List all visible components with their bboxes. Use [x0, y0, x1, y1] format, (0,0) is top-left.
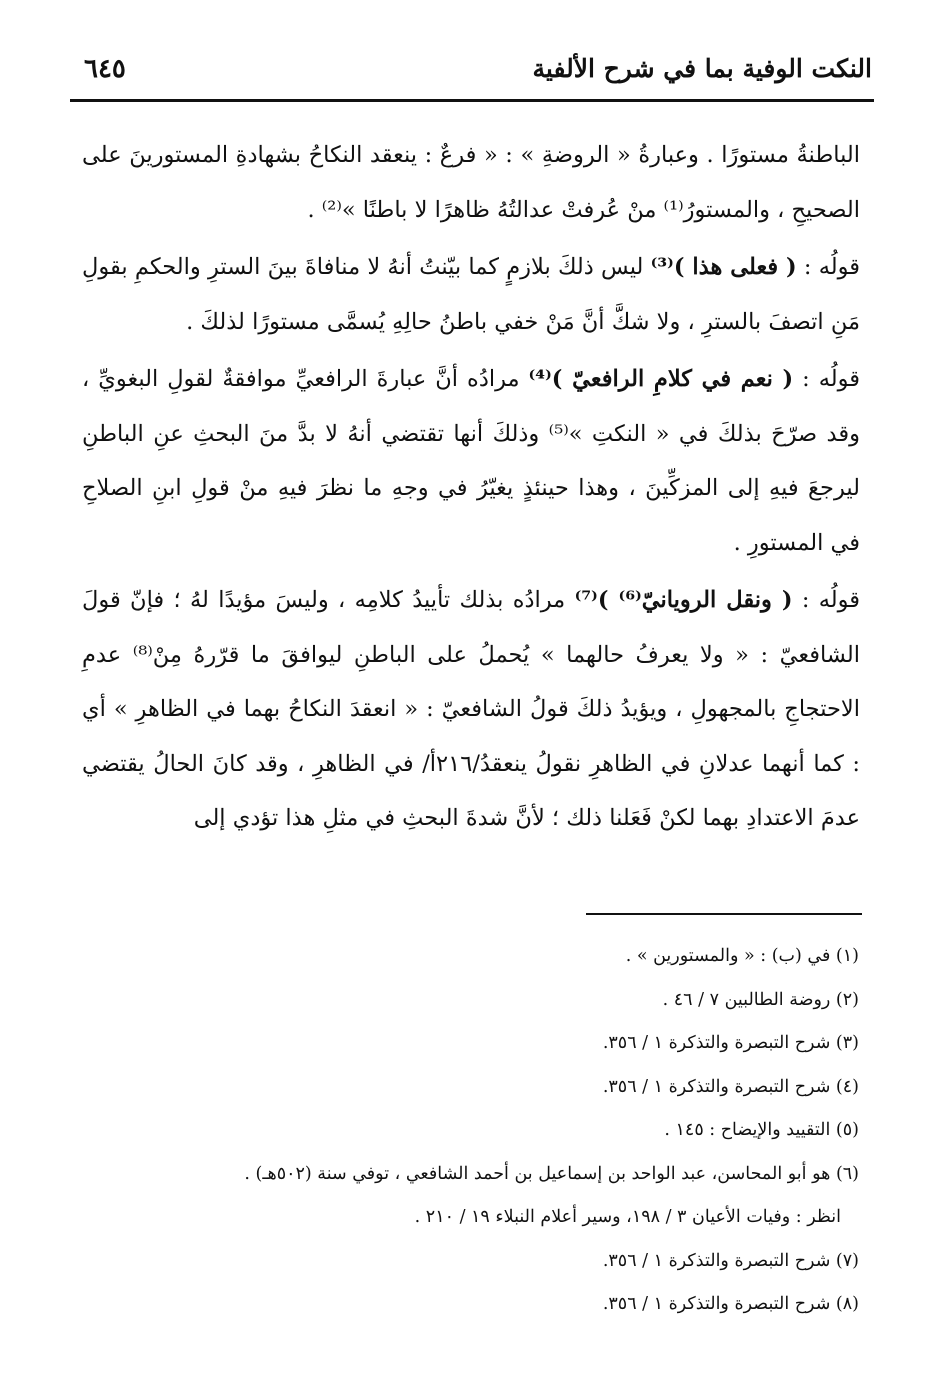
- paragraph: [82, 240, 860, 349]
- footnote: (٦) هو أبو المحاسن، عبد الواحد بن إسماعيل بن أحمد الشافعي ، توفي سنة (٥٠٢هـ) .: [244, 1163, 859, 1184]
- footnotes: [120, 935, 859, 1327]
- quote-prefix: قولُه :: [803, 254, 861, 280]
- footnote: (٧) شرح التبصرة والتذكرة ١ / ٣٥٦.: [602, 1250, 859, 1271]
- page-number: ٦٤٥: [84, 54, 126, 84]
- footnote: (١) في (ب) : « والمستورين » .: [625, 946, 859, 966]
- quote-prefix: قولُه :: [802, 366, 861, 392]
- running-title: النكت الوفية بما في شرح الألفية: [532, 54, 872, 83]
- footnote-continuation: انظر : وفيات الأعيان ٣ / ١٩٨، وسير أعلام النبلاء ١٩ / ٢١٠ .: [414, 1207, 841, 1227]
- paragraph: [82, 573, 860, 846]
- footnote-separator: [586, 913, 862, 915]
- paragraph: [82, 352, 860, 570]
- footnote: (٨) شرح التبصرة والتذكرة ١ / ٣٥٦.: [602, 1294, 859, 1314]
- header-rule: [70, 99, 874, 102]
- quoted-lemma: ( ونقل الرويانيّ⁽⁶⁾ )⁽⁷⁾: [574, 587, 793, 613]
- commentary: ليس ذلكَ بلازمٍ كما بيّنتُ أنهُ لا منافاةَ بينَ السترِ والحكمِ بقولِ مَنِ اتصفَ بالسترِ ، ولا شكَّ أنَّ مَنْ خفي باطنُ حالِهِ يُسمَّى مستورًا لذلكَ .: [82, 254, 860, 335]
- commentary: مرادُه أنَّ عبارةَ الرافعيِّ موافقةٌ لقولِ البغويِّ ، وقد صرّحَ بذلكَ في « النكتِ »⁽⁵⁾ وذلكَ أنها تقتضي أنهُ لا بدَّ منَ البحثِ عنِ الباطنِ ليرجعَ فيهِ إلى المزكِّينَ ، وهذا حينئذٍ يغيّرُ في وجهِ ما نظرَ فيهِ منْ قولِ ابنِ الصلاحِ في المستورِ .: [82, 366, 860, 556]
- quote-prefix: قولُه :: [801, 587, 861, 613]
- paragraph: الباطنةُ مستورًا . وعبارةُ « الروضةِ » : « فرعٌ : ينعقد النكاحُ بشهادةِ المستورينَ على الصحيحِ ، والمستورُ⁽¹⁾ منْ عُرفتْ عدالتُهُ ظاهرًا لا باطنًا »⁽²⁾ .: [82, 142, 860, 223]
- quoted-lemma: ( نعم في كلامِ الرافعيّ )⁽⁴⁾: [528, 366, 794, 392]
- commentary: مرادُه بذلك تأييدُ كلامِه ، وليسَ مؤيدًا لهُ ؛ فإنّ قولَ الشافعيّ : « ولا يعرفُ حالهما » يُحملُ على الباطنِ ليوافقَ ما قرّرهُ مِنْ⁽⁸⁾ عدمِ الاحتجاجِ بالمجهولِ ، ويؤيدُ ذلكَ قولُ الشافعيّ : « انعقدَ النكاحُ بهما في الظاهرِ » أي : كما أنهما عدلانِ في الظاهرِ نقولُ ينعقدُ/٢١٦أ/ في الظاهرِ ، وقد كانَ الحالُ يقتضي عدمَ الاعتدادِ بهما لكنْ فَعَلنا ذلك ؛ لأنَّ شدةَ البحثِ في مثلِ هذا تؤدي إلى: [82, 587, 860, 831]
- footnote: (٤) شرح التبصرة والتذكرة ١ / ٣٥٦.: [602, 1076, 859, 1097]
- footnote: (٢) روضة الطالبين ٧ / ٤٦ .: [662, 989, 859, 1010]
- main-text: [82, 128, 860, 846]
- footnote: (٣) شرح التبصرة والتذكرة ١ / ٣٥٦.: [602, 1033, 859, 1053]
- page-header: [70, 48, 874, 102]
- quoted-lemma: ( فعلى هذا )⁽³⁾: [650, 254, 797, 280]
- footnote: (٥) التقييد والإيضاح : ١٤٥ .: [664, 1120, 859, 1140]
